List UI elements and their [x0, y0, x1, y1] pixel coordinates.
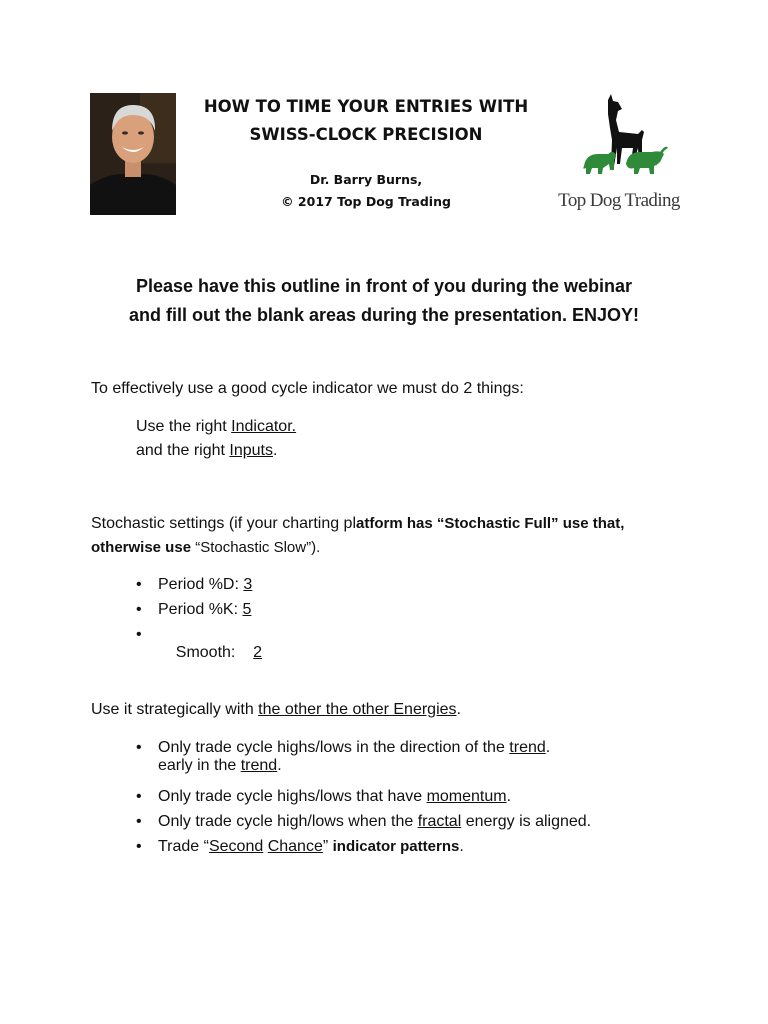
rule-bold-text: indicator patterns	[332, 838, 460, 855]
bullet-icon: •	[136, 813, 142, 830]
bullet-icon: •	[136, 626, 142, 643]
rule-text: Only trade cycle high/lows when the	[158, 813, 418, 830]
rule-blank-answer-1: Second	[208, 838, 264, 855]
bullet-icon: •	[136, 576, 142, 593]
author-photo	[90, 93, 176, 215]
rule-continuation	[158, 757, 591, 775]
section3-intro-text: Use it strategically with	[91, 701, 259, 718]
list-item	[136, 838, 591, 863]
setting-value: 2	[253, 644, 263, 661]
bullet-icon: •	[136, 739, 142, 756]
author-name: Dr. Barry Burns,	[309, 172, 423, 187]
rule-text: Trade “	[158, 838, 209, 855]
stochastic-text-c: otherwise use	[91, 539, 196, 556]
list-item	[136, 788, 591, 813]
stochastic-settings-line2	[91, 539, 320, 557]
rule-cont-text: early in the	[158, 757, 241, 774]
setting-label: Period %K:	[158, 601, 243, 618]
list-item	[136, 601, 262, 626]
rule-quote: ”	[322, 838, 333, 855]
notice-line2: and fill out the blank areas during the presentation. ENJOY!	[128, 305, 640, 325]
bullet-icon: •	[136, 601, 142, 618]
stochastic-text-d: “Stochastic Slow”).	[195, 539, 321, 556]
page-title-line2: SWISS-CLOCK PRECISION	[249, 125, 483, 144]
stochastic-settings-list	[136, 576, 263, 661]
bullet-icon: •	[136, 788, 142, 805]
item1-blank-answer: Indicator.	[231, 418, 297, 435]
stochastic-text-a: Stochastic settings (if your charting pl	[91, 515, 357, 532]
rule-punct: .	[545, 739, 551, 756]
stochastic-text-b: atform has “Stochastic Full” use that,	[356, 515, 625, 532]
dog-bull-bear-icon	[556, 92, 682, 188]
rule-blank-answer: fractal	[417, 813, 462, 830]
section1-intro: To effectively use a good cycle indicator we must do 2 things:	[91, 380, 524, 397]
rule-blank-answer-2: Chance	[267, 838, 323, 855]
rule-cont-blank-answer: trend	[240, 757, 278, 774]
setting-value: 5	[242, 601, 252, 618]
setting-label: Period %D:	[158, 576, 244, 593]
setting-value: 3	[243, 576, 253, 593]
item2-text: and the right	[136, 442, 230, 459]
notice-line1: Please have this outline in front of you during the webinar	[135, 276, 633, 296]
item2-blank-answer: Inputs	[229, 442, 273, 459]
item1-text: Use the right	[136, 418, 232, 435]
section3-intro-punct: .	[456, 701, 461, 718]
section3-intro	[91, 701, 461, 719]
list-item	[136, 626, 263, 661]
logo-wordmark: Top Dog Trading	[558, 190, 680, 211]
section1-item1	[136, 418, 296, 436]
section3-blank-answer: the other the other Energies	[258, 701, 457, 718]
rule-text: Only trade cycle highs/lows in the direction of the	[158, 739, 510, 756]
rule-blank-answer: momentum	[426, 788, 507, 805]
bullet-icon: •	[136, 838, 142, 855]
page-title-line1: HOW TO TIME YOUR ENTRIES WITH	[203, 97, 529, 116]
cycle-rules-list	[136, 739, 591, 863]
rule-text: Only trade cycle highs/lows that have	[158, 788, 427, 805]
top-dog-trading-logo	[556, 92, 682, 216]
list-item	[136, 813, 591, 838]
list-item	[136, 739, 591, 788]
rule-suffix: energy is aligned.	[461, 813, 592, 830]
section1-item2	[136, 442, 277, 460]
stochastic-settings-line1	[91, 515, 624, 533]
rule-cont-punct: .	[277, 757, 282, 774]
item2-punct: .	[273, 442, 278, 459]
list-item	[136, 576, 262, 601]
setting-label: Smooth:	[175, 644, 254, 661]
copyright-line: © 2017 Top Dog Trading	[281, 194, 451, 209]
rule-punct: .	[459, 838, 464, 855]
rule-blank-answer: trend	[509, 739, 546, 756]
rule-punct: .	[506, 788, 512, 805]
